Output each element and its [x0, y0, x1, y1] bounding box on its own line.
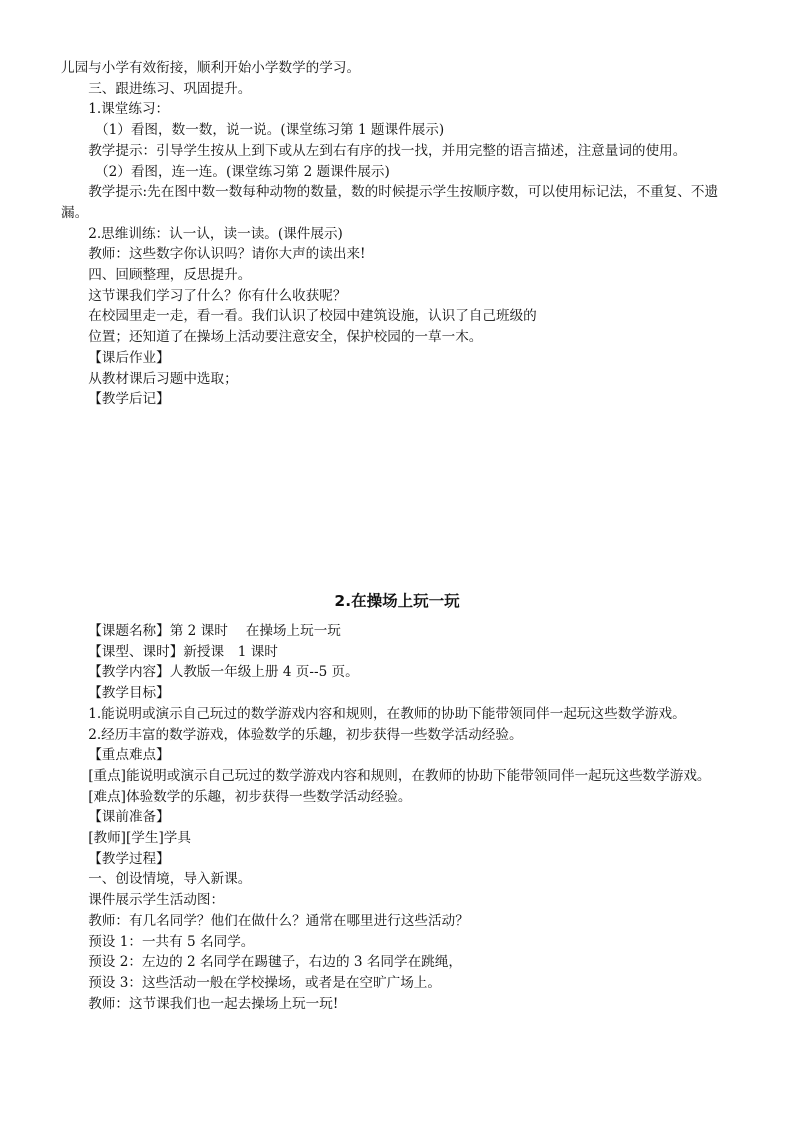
preset-answer: 预设 3：这些活动一般在学校操场，或者是在空旷广场上。	[88, 974, 441, 991]
subheading: 1.课堂练习：	[88, 101, 170, 118]
section-heading: 三、跟进练习、巩固提升。	[88, 80, 252, 97]
preset-answer: 预设 1：一共有 5 名同学。	[88, 933, 255, 950]
paragraph: 这节课我们学习了什么？你有什么收获呢？	[88, 287, 347, 304]
subheading: 2.思维训练：认一认，读一读。(课件展示)	[88, 225, 343, 242]
difficult-point: [难点]体验数学的乐趣，初步获得一些数学活动经验。	[88, 788, 412, 805]
bracket-heading: 【教学目标】	[88, 685, 170, 702]
exercise-item: （2）看图，连一连。(课堂练习第 2 题课件展示)	[95, 163, 390, 180]
paragraph: 位置；还知道了在操场上活动要注意安全，保护校园的一草一木。	[88, 329, 483, 346]
paragraph: 课件展示学生活动图：	[88, 892, 225, 909]
paragraph: 教师：这节课我们也一起去操场上玩一玩!	[88, 995, 339, 1012]
exercise-item: （1）看图，数一数，说一说。(课堂练习第 1 题课件展示)	[95, 122, 445, 139]
paragraph: 从教材课后习题中选取；	[88, 370, 238, 387]
teaching-tip: 教学提示:先在图中数一数每种动物的数量，数的时候提示学生按顺序数，可以使用标记法，不重复、不遗漏。	[61, 184, 719, 221]
lesson-type: 【课型、课时】新授课 1 课时	[88, 643, 278, 660]
preset-answer: 预设 2：左边的 2 名同学在踢毽子，右边的 3 名同学在跳绳，	[88, 954, 462, 971]
bracket-heading: 【教学后记】	[88, 391, 170, 408]
lesson-name: 【课题名称】第 2 课时 在操场上玩一玩	[88, 623, 341, 639]
preparation: [教师][学生]学具	[88, 830, 191, 847]
paragraph: 教师：这些数字你认识吗？请你大声的读出来!	[88, 246, 366, 263]
lesson-2-body	[61, 621, 737, 1014]
key-point: [重点]能说明或演示自己玩过的数学游戏内容和规则，在教师的协助下能带领同伴一起玩这些数学游戏。	[88, 767, 711, 784]
teaching-tip: 教学提示：引导学生按从上到下或从左到右有序的找一找，并用完整的语言描述，注意量词的使用。	[88, 142, 687, 159]
lesson-1-continuation	[61, 58, 737, 410]
paragraph: 儿园与小学有效衔接，顺利开始小学数学的学习。	[61, 60, 361, 76]
lesson-content: 【教学内容】人教版一年级上册 4 页--5 页。	[88, 664, 359, 681]
bracket-heading: 【教学过程】	[88, 850, 170, 867]
lesson-title: 2.在操场上玩一玩	[334, 592, 460, 610]
bracket-heading: 【重点难点】	[88, 747, 170, 764]
paragraph: 在校园里走一走，看一看。我们认识了校园中建筑设施，认识了自己班级的	[88, 308, 537, 325]
objective-item: 2.经历丰富的数学游戏，体验数学的乐趣，初步获得一些数学活动经验。	[88, 726, 523, 743]
objective-item: 1.能说明或演示自己玩过的数学游戏内容和规则，在教师的协助下能带领同伴一起玩这些数学游戏。	[88, 705, 686, 722]
bracket-heading: 【课前准备】	[88, 809, 170, 826]
section-heading: 四、回顾整理，反思提升。	[88, 267, 252, 284]
section-heading: 一、创设情境，导入新课。	[88, 871, 252, 888]
paragraph: 教师：有几名同学？他们在做什么？通常在哪里进行这些活动？	[88, 912, 469, 929]
bracket-heading: 【课后作业】	[88, 349, 170, 366]
